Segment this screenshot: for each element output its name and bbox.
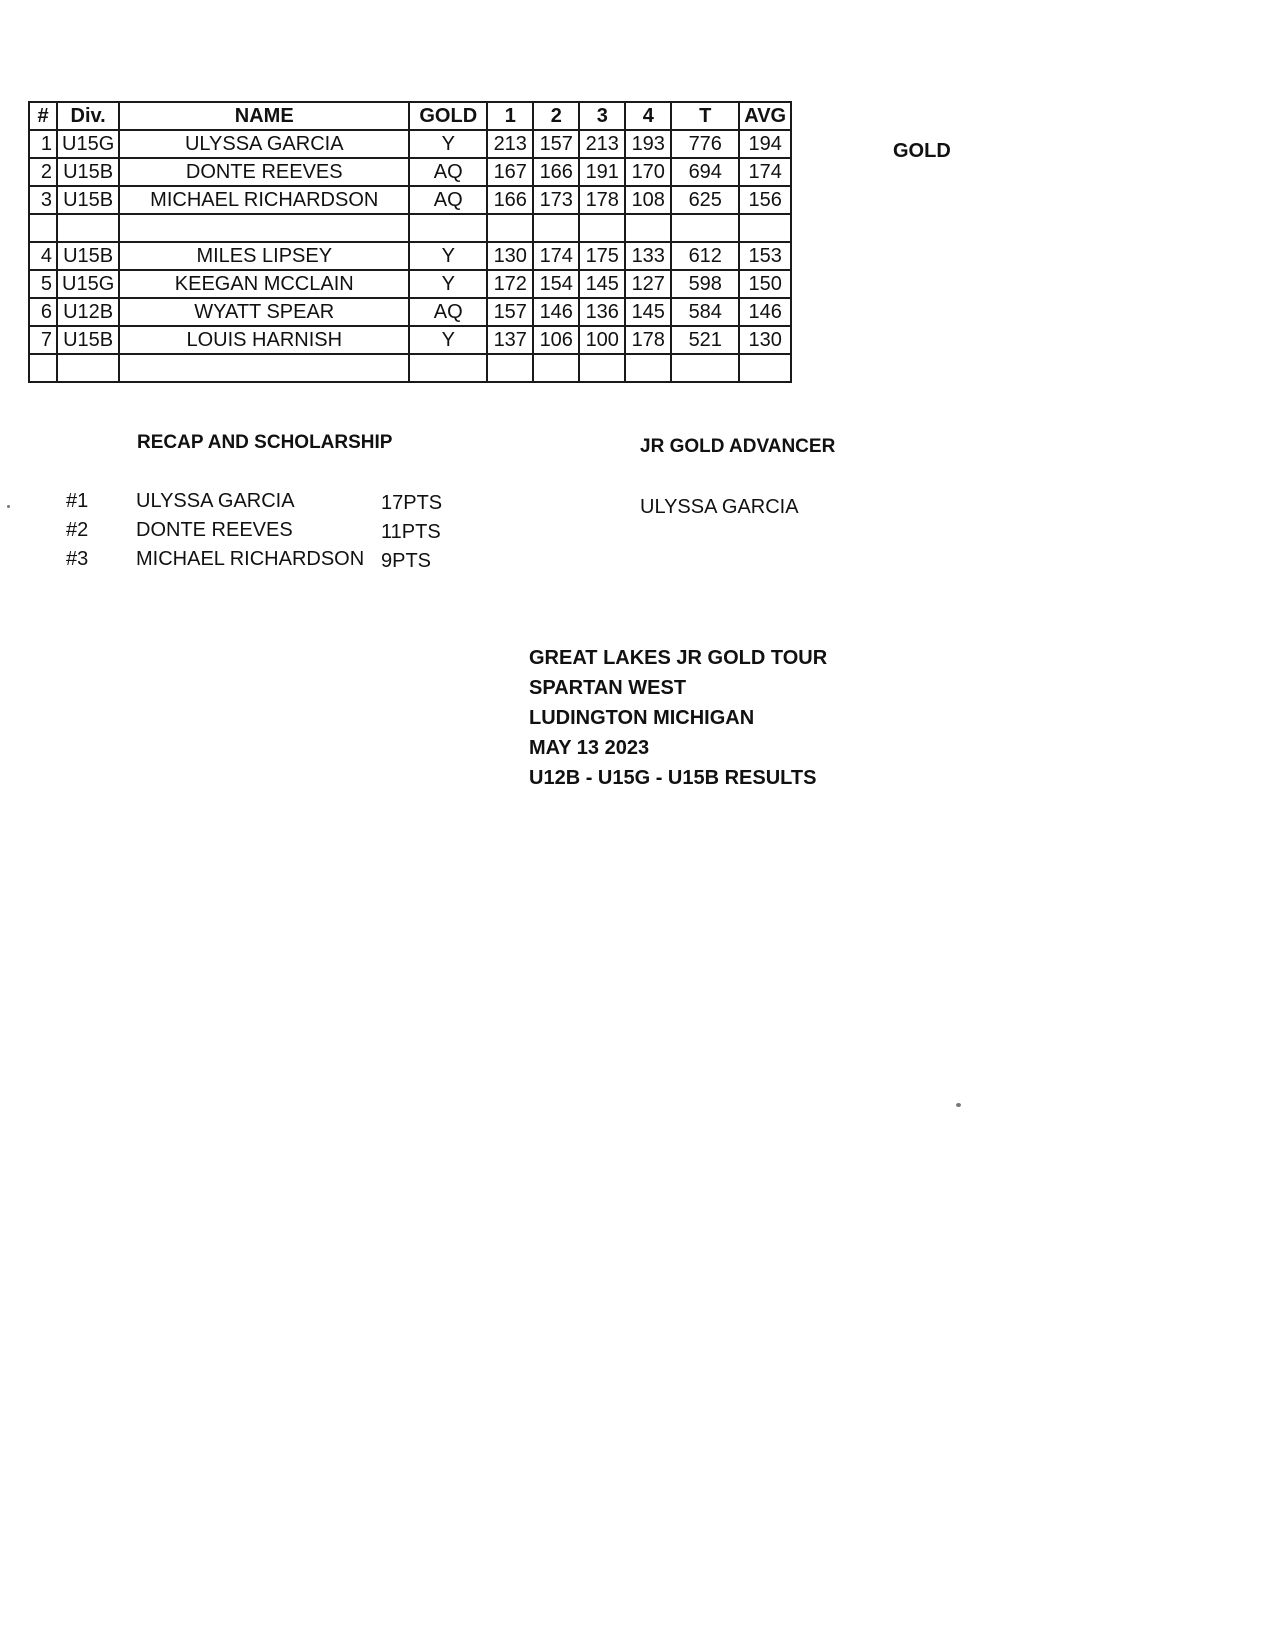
cell-name: ULYSSA GARCIA (119, 130, 409, 158)
table-row (29, 242, 791, 270)
cell-game-3: 213 (579, 130, 625, 158)
cell-div: U15B (57, 326, 119, 354)
cell-game-3: 145 (579, 270, 625, 298)
cell-avg: 153 (739, 242, 791, 270)
table-row (29, 130, 791, 158)
gold-side-note: GOLD (893, 140, 951, 162)
cell-game-1: 157 (487, 298, 533, 326)
recap-name: ULYSSA GARCIA (136, 490, 295, 512)
header-game-2: 2 (533, 102, 579, 130)
header-total: T (671, 102, 739, 130)
cell-game-4: 108 (625, 186, 671, 214)
table-row (29, 298, 791, 326)
cell-name: LOUIS HARNISH (119, 326, 409, 354)
cell-gold: Y (409, 242, 487, 270)
header-rank: # (29, 102, 57, 130)
list-item (66, 519, 466, 548)
cell-game-1: 137 (487, 326, 533, 354)
cell-game-4: 170 (625, 158, 671, 186)
recap-name: MICHAEL RICHARDSON (136, 548, 365, 570)
list-item (66, 548, 466, 577)
cell-game-4: 133 (625, 242, 671, 270)
cell-game-1: 130 (487, 242, 533, 270)
cell-game-4: 178 (625, 326, 671, 354)
cell-game-3: 178 (579, 186, 625, 214)
cell-total: 584 (671, 298, 739, 326)
cell-total: 776 (671, 130, 739, 158)
cell-game-3: 175 (579, 242, 625, 270)
scan-speck (7, 505, 10, 508)
cell-gold: Y (409, 130, 487, 158)
cell-game-2: 157 (533, 130, 579, 158)
cell-name: MILES LIPSEY (119, 242, 409, 270)
results-table (28, 101, 792, 383)
header-div: Div. (57, 102, 119, 130)
event-venue: SPARTAN WEST (529, 677, 687, 699)
cell-gold: AQ (409, 158, 487, 186)
cell-rank: 7 (29, 326, 57, 354)
cell-avg: 194 (739, 130, 791, 158)
cell-rank: 1 (29, 130, 57, 158)
cell-game-3: 100 (579, 326, 625, 354)
cell-name: KEEGAN MCCLAIN (119, 270, 409, 298)
cell-rank: 5 (29, 270, 57, 298)
header-game-3: 3 (579, 102, 625, 130)
event-date: MAY 13 2023 (529, 737, 650, 759)
table-row (29, 270, 791, 298)
advancer-name: ULYSSA GARCIA (640, 496, 799, 518)
cell-avg: 174 (739, 158, 791, 186)
cell-gold: Y (409, 326, 487, 354)
cell-game-1: 166 (487, 186, 533, 214)
cell-game-2: 173 (533, 186, 579, 214)
cell-div: U15G (57, 270, 119, 298)
cell-div: U15B (57, 186, 119, 214)
cell-avg: 150 (739, 270, 791, 298)
cell-total: 694 (671, 158, 739, 186)
cell-div: U12B (57, 298, 119, 326)
cell-gold: Y (409, 270, 487, 298)
table-header-row (29, 102, 791, 130)
table-row (29, 326, 791, 354)
recap-name: DONTE REEVES (136, 519, 293, 541)
recap-list (66, 490, 466, 577)
event-tour: GREAT LAKES JR GOLD TOUR (529, 647, 828, 669)
cell-name: WYATT SPEAR (119, 298, 409, 326)
cell-game-4: 127 (625, 270, 671, 298)
cell-game-2: 106 (533, 326, 579, 354)
table-row (29, 186, 791, 214)
table-row (29, 158, 791, 186)
list-item (66, 490, 466, 519)
cell-game-2: 166 (533, 158, 579, 186)
header-game-4: 4 (625, 102, 671, 130)
recap-heading: RECAP AND SCHOLARSHIP (137, 432, 393, 453)
cell-game-3: 191 (579, 158, 625, 186)
cell-total: 625 (671, 186, 739, 214)
cell-avg: 156 (739, 186, 791, 214)
advancer-heading: JR GOLD ADVANCER (640, 436, 836, 457)
blank-row (29, 354, 791, 382)
cell-gold: AQ (409, 186, 487, 214)
cell-div: U15G (57, 130, 119, 158)
header-gold: GOLD (409, 102, 487, 130)
event-info (529, 643, 827, 793)
cell-div: U15B (57, 158, 119, 186)
cell-div: U15B (57, 242, 119, 270)
cell-total: 612 (671, 242, 739, 270)
cell-rank: 2 (29, 158, 57, 186)
cell-gold: AQ (409, 298, 487, 326)
cell-avg: 130 (739, 326, 791, 354)
cell-rank: 3 (29, 186, 57, 214)
recap-points: 9PTS (381, 550, 432, 572)
cell-game-1: 167 (487, 158, 533, 186)
cell-avg: 146 (739, 298, 791, 326)
cell-name: MICHAEL RICHARDSON (119, 186, 409, 214)
cell-game-3: 136 (579, 298, 625, 326)
cell-game-4: 145 (625, 298, 671, 326)
blank-row (29, 214, 791, 242)
header-avg: AVG (739, 102, 791, 130)
cell-game-1: 172 (487, 270, 533, 298)
cell-name: DONTE REEVES (119, 158, 409, 186)
recap-rank: #1 (66, 490, 89, 512)
recap-points: 17PTS (381, 492, 443, 514)
cell-game-2: 146 (533, 298, 579, 326)
cell-total: 521 (671, 326, 739, 354)
cell-total: 598 (671, 270, 739, 298)
event-location: LUDINGTON MICHIGAN (529, 707, 755, 729)
scan-speck (956, 1103, 961, 1107)
recap-rank: #3 (66, 548, 89, 570)
cell-game-4: 193 (625, 130, 671, 158)
header-name: NAME (119, 102, 409, 130)
cell-game-1: 213 (487, 130, 533, 158)
cell-rank: 6 (29, 298, 57, 326)
recap-points: 11PTS (381, 521, 441, 543)
cell-game-2: 174 (533, 242, 579, 270)
event-divisions: U12B - U15G - U15B RESULTS (529, 767, 817, 789)
cell-game-2: 154 (533, 270, 579, 298)
recap-rank: #2 (66, 519, 89, 541)
header-game-1: 1 (487, 102, 533, 130)
cell-rank: 4 (29, 242, 57, 270)
